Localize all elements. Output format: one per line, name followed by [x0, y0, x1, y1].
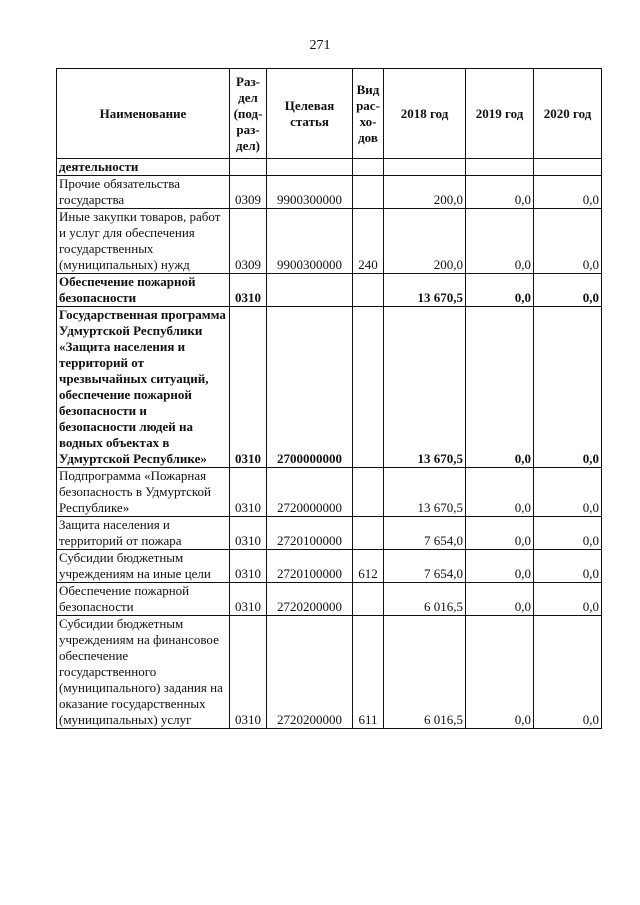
cell-2019: 0,0 [466, 307, 534, 468]
cell-expense [353, 274, 384, 307]
cell-2020: 0,0 [534, 176, 602, 209]
cell-2019: 0,0 [466, 176, 534, 209]
cell-2020: 0,0 [534, 307, 602, 468]
table-row [57, 583, 602, 616]
cell-section: 0310 [230, 468, 267, 517]
cell-section: 0310 [230, 274, 267, 307]
cell-2020: 0,0 [534, 209, 602, 274]
page-number: 271 [309, 38, 331, 53]
table-row [57, 176, 602, 209]
cell-name: Государственная программа Удмуртской Республики «Защита населения и территорий от чрезвычайных ситуаций, обеспечение пожарной безопасности и безопасности людей на водных объектах в Удмуртской Республике» [57, 307, 230, 468]
cell-expense: 611 [353, 616, 384, 729]
header-article: Целевая статья [267, 69, 353, 159]
cell-2019: 0,0 [466, 550, 534, 583]
cell-expense [353, 583, 384, 616]
cell-name: Прочие обязательства государства [57, 176, 230, 209]
cell-2019: 0,0 [466, 274, 534, 307]
cell-2018: 13 670,5 [384, 274, 466, 307]
cell-expense [353, 468, 384, 517]
cell-2020: 0,0 [534, 517, 602, 550]
cell-2019: 0,0 [466, 583, 534, 616]
cell-article [267, 159, 353, 176]
cell-2019: 0,0 [466, 209, 534, 274]
cell-2019 [466, 159, 534, 176]
table-row [57, 517, 602, 550]
header-2019: 2019 год [466, 69, 534, 159]
cell-section: 0309 [230, 209, 267, 274]
cell-expense [353, 176, 384, 209]
cell-section: 0309 [230, 176, 267, 209]
cell-article: 9900300000 [267, 176, 353, 209]
header-name: Наименование [57, 69, 230, 159]
cell-2020: 0,0 [534, 274, 602, 307]
cell-article [267, 274, 353, 307]
cell-article: 2720000000 [267, 468, 353, 517]
cell-2018: 13 670,5 [384, 307, 466, 468]
table-row [57, 616, 602, 729]
header-2018: 2018 год [384, 69, 466, 159]
budget-table [56, 68, 602, 729]
cell-section: 0310 [230, 307, 267, 468]
cell-name: Обеспечение пожарной безопасности [57, 274, 230, 307]
cell-2018: 6 016,5 [384, 583, 466, 616]
cell-2020: 0,0 [534, 583, 602, 616]
cell-article: 2720200000 [267, 583, 353, 616]
cell-expense: 612 [353, 550, 384, 583]
cell-name: деятельности [57, 159, 230, 176]
cell-article: 2720100000 [267, 517, 353, 550]
header-expense: Вид рас-хо-дов [353, 69, 384, 159]
cell-article: 2700000000 [267, 307, 353, 468]
table-row [57, 159, 602, 176]
cell-expense [353, 307, 384, 468]
cell-expense: 240 [353, 209, 384, 274]
cell-name: Защита населения и территорий от пожара [57, 517, 230, 550]
cell-name: Субсидии бюджетным учреждениям на финансовое обеспечение государственного (муниципального) задания на оказание государственных (муниципальных) услуг [57, 616, 230, 729]
cell-expense [353, 159, 384, 176]
cell-2018: 6 016,5 [384, 616, 466, 729]
cell-2018: 200,0 [384, 176, 466, 209]
cell-2019: 0,0 [466, 517, 534, 550]
cell-2020: 0,0 [534, 550, 602, 583]
cell-section: 0310 [230, 616, 267, 729]
cell-name: Обеспечение пожарной безопасности [57, 583, 230, 616]
cell-expense [353, 517, 384, 550]
table-row [57, 307, 602, 468]
cell-2020 [534, 159, 602, 176]
cell-section: 0310 [230, 583, 267, 616]
cell-section: 0310 [230, 517, 267, 550]
cell-section: 0310 [230, 550, 267, 583]
cell-2019: 0,0 [466, 616, 534, 729]
cell-2020: 0,0 [534, 468, 602, 517]
cell-2018: 200,0 [384, 209, 466, 274]
table-body [57, 159, 602, 729]
table-row [57, 550, 602, 583]
cell-2018 [384, 159, 466, 176]
cell-section [230, 159, 267, 176]
cell-2018: 7 654,0 [384, 517, 466, 550]
cell-2018: 13 670,5 [384, 468, 466, 517]
cell-2020: 0,0 [534, 616, 602, 729]
header-section: Раз-дел (под-раз-дел) [230, 69, 267, 159]
table-header-row [57, 69, 602, 159]
header-2020: 2020 год [534, 69, 602, 159]
table-row [57, 274, 602, 307]
cell-name: Подпрограмма «Пожарная безопасность в Удмуртской Республике» [57, 468, 230, 517]
table-row [57, 209, 602, 274]
cell-name: Субсидии бюджетным учреждениям на иные цели [57, 550, 230, 583]
cell-article: 2720100000 [267, 550, 353, 583]
cell-2019: 0,0 [466, 468, 534, 517]
cell-article: 2720200000 [267, 616, 353, 729]
cell-2018: 7 654,0 [384, 550, 466, 583]
table-row [57, 468, 602, 517]
cell-name: Иные закупки товаров, работ и услуг для обеспечения государственных (муниципальных) нужд [57, 209, 230, 274]
cell-article: 9900300000 [267, 209, 353, 274]
